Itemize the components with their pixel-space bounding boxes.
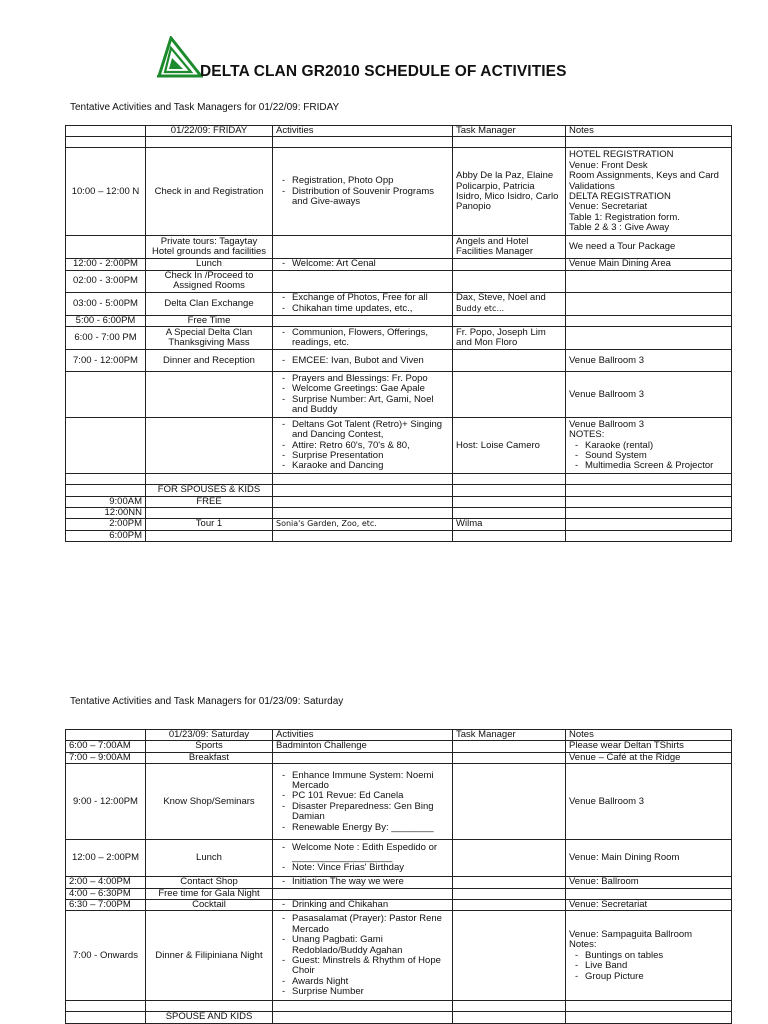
task-manager-text: Fr. Popo, Joseph Lim and Mon Floro bbox=[456, 326, 546, 349]
notes-cell bbox=[566, 508, 732, 519]
table-row bbox=[66, 315, 732, 326]
table-row bbox=[66, 900, 732, 911]
notes-cell bbox=[566, 259, 732, 270]
note-text: Table 2 & 3 : Give Away bbox=[569, 222, 670, 234]
table-row bbox=[66, 530, 732, 541]
activity-item: - Initiation The way we were bbox=[282, 877, 449, 887]
note-subitem: - Multimedia Screen & Projector bbox=[575, 461, 728, 471]
table-row bbox=[66, 485, 732, 496]
note-text: Table 1: Registration form. bbox=[569, 211, 680, 223]
activities-cell bbox=[273, 270, 453, 292]
activities-cell bbox=[273, 764, 453, 840]
activities-list bbox=[276, 374, 449, 416]
notes-cell bbox=[566, 752, 732, 763]
activities-cell bbox=[273, 418, 453, 474]
activity-item: - EMCEE: Ivan, Bubot and Viven bbox=[282, 356, 449, 366]
note-text: Room Assignments, Keys and Card Validations bbox=[569, 170, 719, 192]
table-row bbox=[66, 350, 732, 372]
task-manager-cell bbox=[453, 315, 566, 326]
task-manager-cell bbox=[453, 530, 566, 541]
notes-cell bbox=[566, 519, 732, 530]
event-cell: Cocktail bbox=[146, 900, 273, 911]
table-row bbox=[66, 418, 732, 474]
notes-cell bbox=[566, 900, 732, 911]
activities-cell bbox=[273, 1001, 453, 1012]
time-cell: 2:00PM bbox=[66, 519, 146, 530]
activity-text: Badminton Challenge bbox=[276, 740, 367, 752]
activity-item: - Surprise Number: Art, Gami, Noel and Buddy bbox=[282, 395, 449, 416]
activity-item: - Pasasalamat (Prayer): Pastor Rene Mercado bbox=[282, 914, 449, 935]
task-manager-cell bbox=[453, 137, 566, 148]
task-manager-cell bbox=[453, 900, 566, 911]
task-manager-cell bbox=[453, 752, 566, 763]
activities-list bbox=[276, 293, 449, 314]
note-subitem: - Group Picture bbox=[575, 972, 728, 982]
activities-cell bbox=[273, 840, 453, 877]
activities-cell bbox=[273, 372, 453, 418]
event-cell bbox=[146, 372, 273, 418]
time-cell: 2:00 – 4:00PM bbox=[66, 877, 146, 888]
task-manager-text: Wilma bbox=[456, 518, 483, 530]
activity-item: - Welcome Greetings: Gae Apale bbox=[282, 384, 449, 394]
day1-header-cell bbox=[66, 126, 146, 137]
task-manager-cell bbox=[453, 741, 566, 752]
notes-cell bbox=[566, 888, 732, 899]
note-subitem: - Karaoke (rental) bbox=[575, 441, 728, 451]
note-text: Venue Ballroom 3 bbox=[569, 795, 644, 807]
document-title: DELTA CLAN GR2010 SCHEDULE OF ACTIVITIES bbox=[200, 63, 567, 80]
task-manager-cell bbox=[453, 1001, 566, 1012]
day2-caption: Tentative Activities and Task Managers for 01/23/09: Saturday bbox=[70, 696, 344, 707]
activities-cell bbox=[273, 1012, 453, 1023]
activity-item: - Prayers and Blessings: Fr. Popo bbox=[282, 374, 449, 384]
day1-caption: Tentative Activities and Task Managers for 01/22/09: FRIDAY bbox=[70, 102, 340, 113]
time-cell: 10:00 – 12:00 N bbox=[66, 148, 146, 236]
note-text: Venue: Front Desk bbox=[569, 159, 648, 171]
activities-cell bbox=[273, 496, 453, 507]
event-cell: Contact Shop bbox=[146, 877, 273, 888]
event-cell: Delta Clan Exchange bbox=[146, 292, 273, 315]
activity-item: - Renewable Energy By: ________ bbox=[282, 823, 449, 833]
activities-cell bbox=[273, 752, 453, 763]
activities-cell bbox=[273, 519, 453, 530]
day2-header-row bbox=[66, 730, 732, 741]
task-manager-cell bbox=[453, 1012, 566, 1023]
notes-cell bbox=[566, 418, 732, 474]
task-manager-cell bbox=[453, 877, 566, 888]
task-manager-text: Buddy etc... bbox=[456, 303, 505, 313]
task-manager-cell bbox=[453, 764, 566, 840]
table-row bbox=[66, 496, 732, 507]
activity-item: - Karaoke and Dancing bbox=[282, 461, 449, 471]
note-subitem: - Sound System bbox=[575, 451, 728, 461]
note-text: Venue: Ballroom bbox=[569, 876, 639, 888]
notes-cell bbox=[566, 372, 732, 418]
task-manager-cell bbox=[453, 519, 566, 530]
table-row bbox=[66, 148, 732, 236]
event-cell bbox=[146, 530, 273, 541]
day2-header-cell: Activities bbox=[273, 730, 453, 741]
task-manager-cell bbox=[453, 350, 566, 372]
event-cell: Sports bbox=[146, 741, 273, 752]
time-cell bbox=[66, 137, 146, 148]
note-text: NOTES: bbox=[569, 429, 605, 441]
table-row bbox=[66, 236, 732, 259]
note-text: We need a Tour Package bbox=[569, 241, 676, 253]
notes-cell bbox=[566, 350, 732, 372]
time-cell bbox=[66, 372, 146, 418]
activities-list bbox=[276, 259, 449, 269]
activities-list bbox=[276, 420, 449, 472]
table-row bbox=[66, 888, 732, 899]
notes-cell bbox=[566, 877, 732, 888]
event-cell: Check in and Registration bbox=[146, 148, 273, 236]
task-manager-cell bbox=[453, 236, 566, 259]
activities-list bbox=[276, 914, 449, 997]
activities-list bbox=[276, 771, 449, 833]
activities-list bbox=[276, 877, 449, 887]
event-cell: Free Time bbox=[146, 315, 273, 326]
activities-cell bbox=[273, 148, 453, 236]
activity-item: - Communion, Flowers, Offerings, readings, etc. bbox=[282, 328, 449, 349]
day2-header-cell: Task Manager bbox=[453, 730, 566, 741]
table-row bbox=[66, 508, 732, 519]
time-cell: 7:00 - 12:00PM bbox=[66, 350, 146, 372]
activities-cell bbox=[273, 350, 453, 372]
event-cell: Check In /Proceed to Assigned Rooms bbox=[146, 270, 273, 292]
activity-item: - Distribution of Souvenir Programs and Give-aways bbox=[282, 187, 449, 208]
note-text: Notes: bbox=[569, 939, 597, 951]
notes-sublist bbox=[569, 951, 728, 982]
task-manager-cell bbox=[453, 496, 566, 507]
activity-item: - Enhance Immune System: Noemi Mercado bbox=[282, 771, 449, 792]
notes-cell bbox=[566, 911, 732, 1001]
task-manager-cell bbox=[453, 270, 566, 292]
time-cell: 02:00 - 3:00PM bbox=[66, 270, 146, 292]
notes-cell bbox=[566, 840, 732, 877]
time-cell bbox=[66, 1001, 146, 1012]
time-cell bbox=[66, 1012, 146, 1023]
notes-cell bbox=[566, 496, 732, 507]
activities-cell bbox=[273, 137, 453, 148]
activities-cell bbox=[273, 485, 453, 496]
note-subitem: - Live Band bbox=[575, 961, 728, 971]
note-text: Please wear Deltan TShirts bbox=[569, 740, 684, 752]
delta-logo-icon bbox=[155, 36, 203, 80]
time-cell bbox=[66, 236, 146, 259]
day2-header-cell: Notes bbox=[566, 730, 732, 741]
table-row bbox=[66, 764, 732, 840]
activities-cell bbox=[273, 292, 453, 315]
note-text: Venue Main Dining Area bbox=[569, 258, 671, 270]
table-row bbox=[66, 292, 732, 315]
event-cell bbox=[146, 137, 273, 148]
activity-item: - Deltans Got Talent (Retro)+ Singing and Dancing Contest, bbox=[282, 420, 449, 441]
activities-cell bbox=[273, 530, 453, 541]
event-cell: A Special Delta Clan Thanksgiving Mass bbox=[146, 327, 273, 350]
task-manager-text: Dax, Steve, Noel and bbox=[456, 292, 546, 304]
event-cell: Dinner and Reception bbox=[146, 350, 273, 372]
activity-item: - Surprise Presentation bbox=[282, 451, 449, 461]
activities-cell bbox=[273, 741, 453, 752]
time-cell: 6:00 - 7:00 PM bbox=[66, 327, 146, 350]
task-manager-cell bbox=[453, 292, 566, 315]
time-cell bbox=[66, 485, 146, 496]
activity-item: - Disaster Preparedness: Gen Bing Damian bbox=[282, 802, 449, 823]
time-cell: 12:00 – 2:00PM bbox=[66, 840, 146, 877]
activities-list bbox=[276, 843, 449, 874]
event-cell: Free time for Gala Night bbox=[146, 888, 273, 899]
task-manager-cell bbox=[453, 327, 566, 350]
notes-cell bbox=[566, 530, 732, 541]
notes-sublist bbox=[569, 441, 728, 472]
activities-cell bbox=[273, 508, 453, 519]
activities-list bbox=[276, 328, 449, 349]
notes-cell bbox=[566, 764, 732, 840]
note-text: Venue Ballroom 3 bbox=[569, 354, 644, 366]
table-row bbox=[66, 519, 732, 530]
notes-cell bbox=[566, 270, 732, 292]
activity-item: - Note: Vince Frias' Birthday bbox=[282, 863, 449, 873]
activity-item: - Registration, Photo Opp bbox=[282, 176, 449, 186]
time-cell: 03:00 - 5:00PM bbox=[66, 292, 146, 315]
note-text: Venue Ballroom 3 bbox=[569, 388, 644, 400]
activity-item: - Exchange of Photos, Free for all bbox=[282, 293, 449, 303]
note-text: Venue: Secretariat bbox=[569, 201, 648, 213]
table-row bbox=[66, 752, 732, 763]
activity-item: - Awards Night bbox=[282, 977, 449, 987]
event-cell bbox=[146, 474, 273, 485]
activities-cell bbox=[273, 474, 453, 485]
time-cell: 7:00 - Onwards bbox=[66, 911, 146, 1001]
day2-schedule-table bbox=[65, 729, 732, 1024]
table-row bbox=[66, 137, 732, 148]
notes-cell bbox=[566, 474, 732, 485]
notes-cell bbox=[566, 137, 732, 148]
activities-cell bbox=[273, 911, 453, 1001]
event-cell bbox=[146, 1001, 273, 1012]
notes-cell bbox=[566, 485, 732, 496]
activities-list bbox=[276, 176, 449, 207]
time-cell bbox=[66, 418, 146, 474]
activity-item: - Welcome: Art Cenal bbox=[282, 259, 449, 269]
day1-header-cell: 01/22/09: FRIDAY bbox=[146, 126, 273, 137]
activity-text: Sonia's Garden, Zoo, etc. bbox=[276, 519, 377, 529]
activity-item: - Drinking and Chikahan bbox=[282, 900, 449, 910]
time-cell: 7:00 – 9:00AM bbox=[66, 752, 146, 763]
notes-cell bbox=[566, 236, 732, 259]
time-cell: 6:00PM bbox=[66, 530, 146, 541]
activity-item: - Chikahan time updates, etc., bbox=[282, 304, 449, 314]
table-row bbox=[66, 259, 732, 270]
task-manager-cell bbox=[453, 840, 566, 877]
table-row bbox=[66, 270, 732, 292]
event-cell: Breakfast bbox=[146, 752, 273, 763]
activity-item: - Surprise Number bbox=[282, 987, 449, 997]
time-cell: 12:00NN bbox=[66, 508, 146, 519]
day1-header-row bbox=[66, 126, 732, 137]
notes-cell bbox=[566, 741, 732, 752]
time-cell: 5:00 - 6:00PM bbox=[66, 315, 146, 326]
notes-cell bbox=[566, 1001, 732, 1012]
day1-header-cell: Activities bbox=[273, 126, 453, 137]
task-manager-cell bbox=[453, 888, 566, 899]
event-cell: Private tours: Tagaytay Hotel grounds and facilities bbox=[146, 236, 273, 259]
day1-header-cell: Task Manager bbox=[453, 126, 566, 137]
time-cell bbox=[66, 474, 146, 485]
note-text: Venue Ballroom 3 bbox=[569, 418, 644, 430]
time-cell: 9:00 - 12:00PM bbox=[66, 764, 146, 840]
day1-header-cell: Notes bbox=[566, 126, 732, 137]
day2-header-cell: 01/23/09: Saturday bbox=[146, 730, 273, 741]
task-manager-cell bbox=[453, 372, 566, 418]
notes-cell bbox=[566, 1012, 732, 1023]
notes-cell bbox=[566, 327, 732, 350]
notes-cell bbox=[566, 148, 732, 236]
task-manager-cell bbox=[453, 148, 566, 236]
event-cell: Lunch bbox=[146, 259, 273, 270]
document-header bbox=[155, 36, 675, 82]
time-cell: 6:00 – 7:00AM bbox=[66, 741, 146, 752]
task-manager-text: Angels and Hotel Facilities Manager bbox=[456, 236, 534, 258]
task-manager-text: Host: Loise Camero bbox=[456, 439, 540, 451]
table-row bbox=[66, 741, 732, 752]
note-text: Venue: Sampaguita Ballroom bbox=[569, 928, 693, 940]
time-cell: 12:00 - 2:00PM bbox=[66, 259, 146, 270]
activity-item: - Guest: Minstrels & Rhythm of Hope Choir bbox=[282, 956, 449, 977]
task-manager-cell bbox=[453, 474, 566, 485]
activity-item: - PC 101 Revue: Ed Canela bbox=[282, 791, 449, 801]
note-text: Venue: Secretariat bbox=[569, 899, 648, 911]
day1-schedule-table bbox=[65, 125, 732, 542]
note-subitem: - Buntings on tables bbox=[575, 951, 728, 961]
task-manager-text: Abby De la Paz, Elaine Policarpio, Patricia Isidro, Mico Isidro, Carlo Panopio bbox=[456, 170, 559, 213]
time-cell: 4:00 – 6:30PM bbox=[66, 888, 146, 899]
activities-cell bbox=[273, 315, 453, 326]
activities-cell bbox=[273, 877, 453, 888]
activities-cell bbox=[273, 327, 453, 350]
task-manager-cell bbox=[453, 259, 566, 270]
event-cell: FREE bbox=[146, 496, 273, 507]
task-manager-cell bbox=[453, 485, 566, 496]
event-cell: FOR SPOUSES & KIDS bbox=[146, 485, 273, 496]
activities-list bbox=[276, 900, 449, 910]
notes-cell bbox=[566, 315, 732, 326]
table-row bbox=[66, 372, 732, 418]
table-row bbox=[66, 911, 732, 1001]
event-cell: Know Shop/Seminars bbox=[146, 764, 273, 840]
note-text: HOTEL REGISTRATION bbox=[569, 149, 674, 161]
table-row bbox=[66, 327, 732, 350]
time-cell: 6:30 – 7:00PM bbox=[66, 900, 146, 911]
activities-list bbox=[276, 356, 449, 366]
notes-cell bbox=[566, 292, 732, 315]
activities-cell bbox=[273, 259, 453, 270]
time-cell: 9:00AM bbox=[66, 496, 146, 507]
activities-cell bbox=[273, 900, 453, 911]
activity-item: - Attire: Retro 60's, 70's & 80, bbox=[282, 441, 449, 451]
note-text: Venue – Café at the Ridge bbox=[569, 752, 681, 763]
event-cell: Dinner & Filipiniana Night bbox=[146, 911, 273, 1001]
event-cell: Tour 1 bbox=[146, 519, 273, 530]
event-cell: SPOUSE AND KIDS bbox=[146, 1012, 273, 1023]
note-text: DELTA REGISTRATION bbox=[569, 190, 671, 202]
activity-item: - Unang Pagbati: Gami Redoblado/Buddy Agahan bbox=[282, 935, 449, 956]
event-cell: Lunch bbox=[146, 840, 273, 877]
note-text: Venue: Main Dining Room bbox=[569, 852, 680, 864]
day2-header-cell bbox=[66, 730, 146, 741]
table-row bbox=[66, 1012, 732, 1023]
event-cell bbox=[146, 418, 273, 474]
table-row bbox=[66, 840, 732, 877]
task-manager-cell bbox=[453, 508, 566, 519]
task-manager-cell bbox=[453, 911, 566, 1001]
activity-item: - Welcome Note : Edith Espedido or ___________________ bbox=[282, 843, 449, 864]
table-row bbox=[66, 474, 732, 485]
table-row bbox=[66, 1001, 732, 1012]
task-manager-cell bbox=[453, 418, 566, 474]
activities-cell bbox=[273, 888, 453, 899]
activities-cell bbox=[273, 236, 453, 259]
table-row bbox=[66, 877, 732, 888]
event-cell bbox=[146, 508, 273, 519]
